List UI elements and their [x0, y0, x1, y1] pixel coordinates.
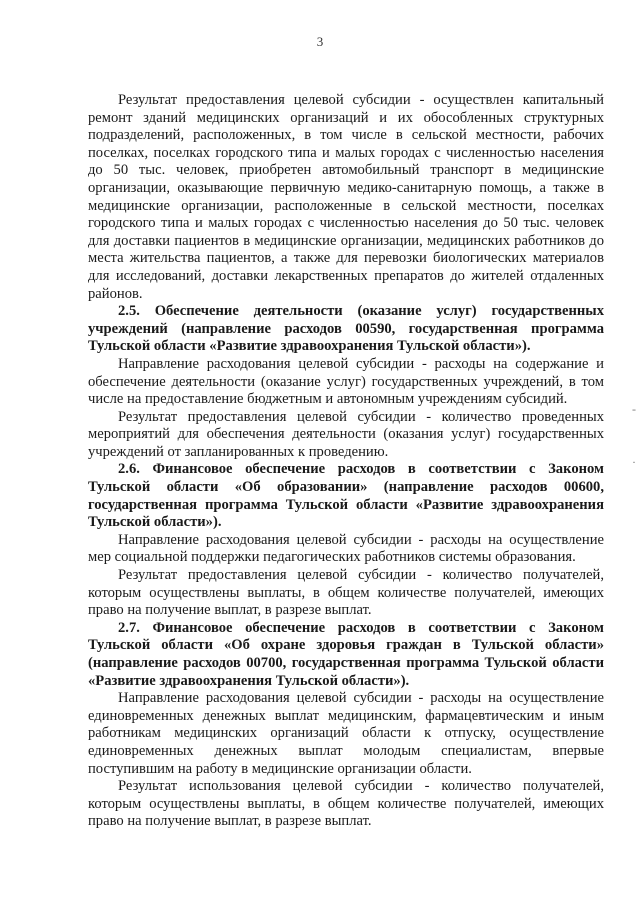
- scan-edge-mark: ·: [632, 455, 636, 469]
- paragraph-2-5-direction: Направление расходования целевой субсидии - расходы на содержание и обеспечение деятельности (оказание услуг) государственных учреждений, в том числе на предоставление бюджетным и автономным учреждениям субсидий.: [88, 355, 604, 408]
- paragraph-2-6-direction: Направление расходования целевой субсидии - расходы на осуществление мер социальной поддержки педагогических работников системы образования.: [88, 531, 604, 566]
- paragraph-2-5-result: Результат предоставления целевой субсидии - количество проведенных мероприятий для обеспечения деятельности (оказания услуг) государственных учреждений от запланированных к проведению.: [88, 408, 604, 460]
- section-2-5-heading: 2.5. Обеспечение деятельности (оказание услуг) государственных учреждений (направление расходов 00590, государственная программа Тульской области «Развитие здравоохранения Тульской области»).: [88, 303, 604, 355]
- scan-edge-mark: -: [632, 402, 636, 416]
- paragraph-2-7-direction: Направление расходования целевой субсидии - расходы на осуществление единовременных денежных выплат медицинским, фармацевтическим и иным работникам медицинских организаций области к отпуску, осуществление единовременных денежных выплат молодым специалистам, впервые поступившим на работу в медицинские организации области.: [88, 690, 604, 777]
- paragraph-2-6-result: Результат предоставления целевой субсидии - количество получателей, которым осуществлены выплаты, в общем количестве получателей, имеющих право на получение выплат, в разрезе выплат.: [88, 567, 604, 619]
- page-number: 3: [316, 34, 324, 49]
- section-2-7-heading: 2.7. Финансовое обеспечение расходов в соответствии с Законом Тульской области «Об охране здоровья граждан в Тульской области» (направление расходов 00700, государственная программа Тульской области «Развитие здравоохранения Тульской области»).: [88, 619, 604, 689]
- paragraph-capital-repair-result: Результат предоставления целевой субсидии - осуществлен капитальный ремонт зданий медицинских организаций и их обособленных структурных подразделений, расположенных, в том числе в сельской местности, рабочих поселках, поселках городского типа и малых городах с численностью населения до 50 тыс. человек, приобретен автомобильный транспорт в медицинские организации, оказывающие первичную медико-санитарную помощь, а также в медицинские организации, расположенные в сельской местности, поселках городского типа и малых городах с численностью населения до 50 тыс. человек для доставки пациентов в медицинские организации, медицинских работников до места жительства пациентов, а также для перевозки биологических материалов для исследований, доставки лекарственных препаратов до жителей отдаленных районов.: [88, 92, 604, 302]
- section-2-6-heading: 2.6. Финансовое обеспечение расходов в соответствии с Законом Тульской области «Об образовании» (направление расходов 00600, государственная программа Тульской области «Развитие здравоохранения Тульской области»).: [88, 461, 604, 531]
- document-body: [88, 92, 604, 831]
- paragraph-2-7-result: Результат использования целевой субсидии - количество получателей, которым осуществлены выплаты, в общем количестве получателей, имеющих право на получение выплат, в разрезе выплат.: [88, 778, 604, 830]
